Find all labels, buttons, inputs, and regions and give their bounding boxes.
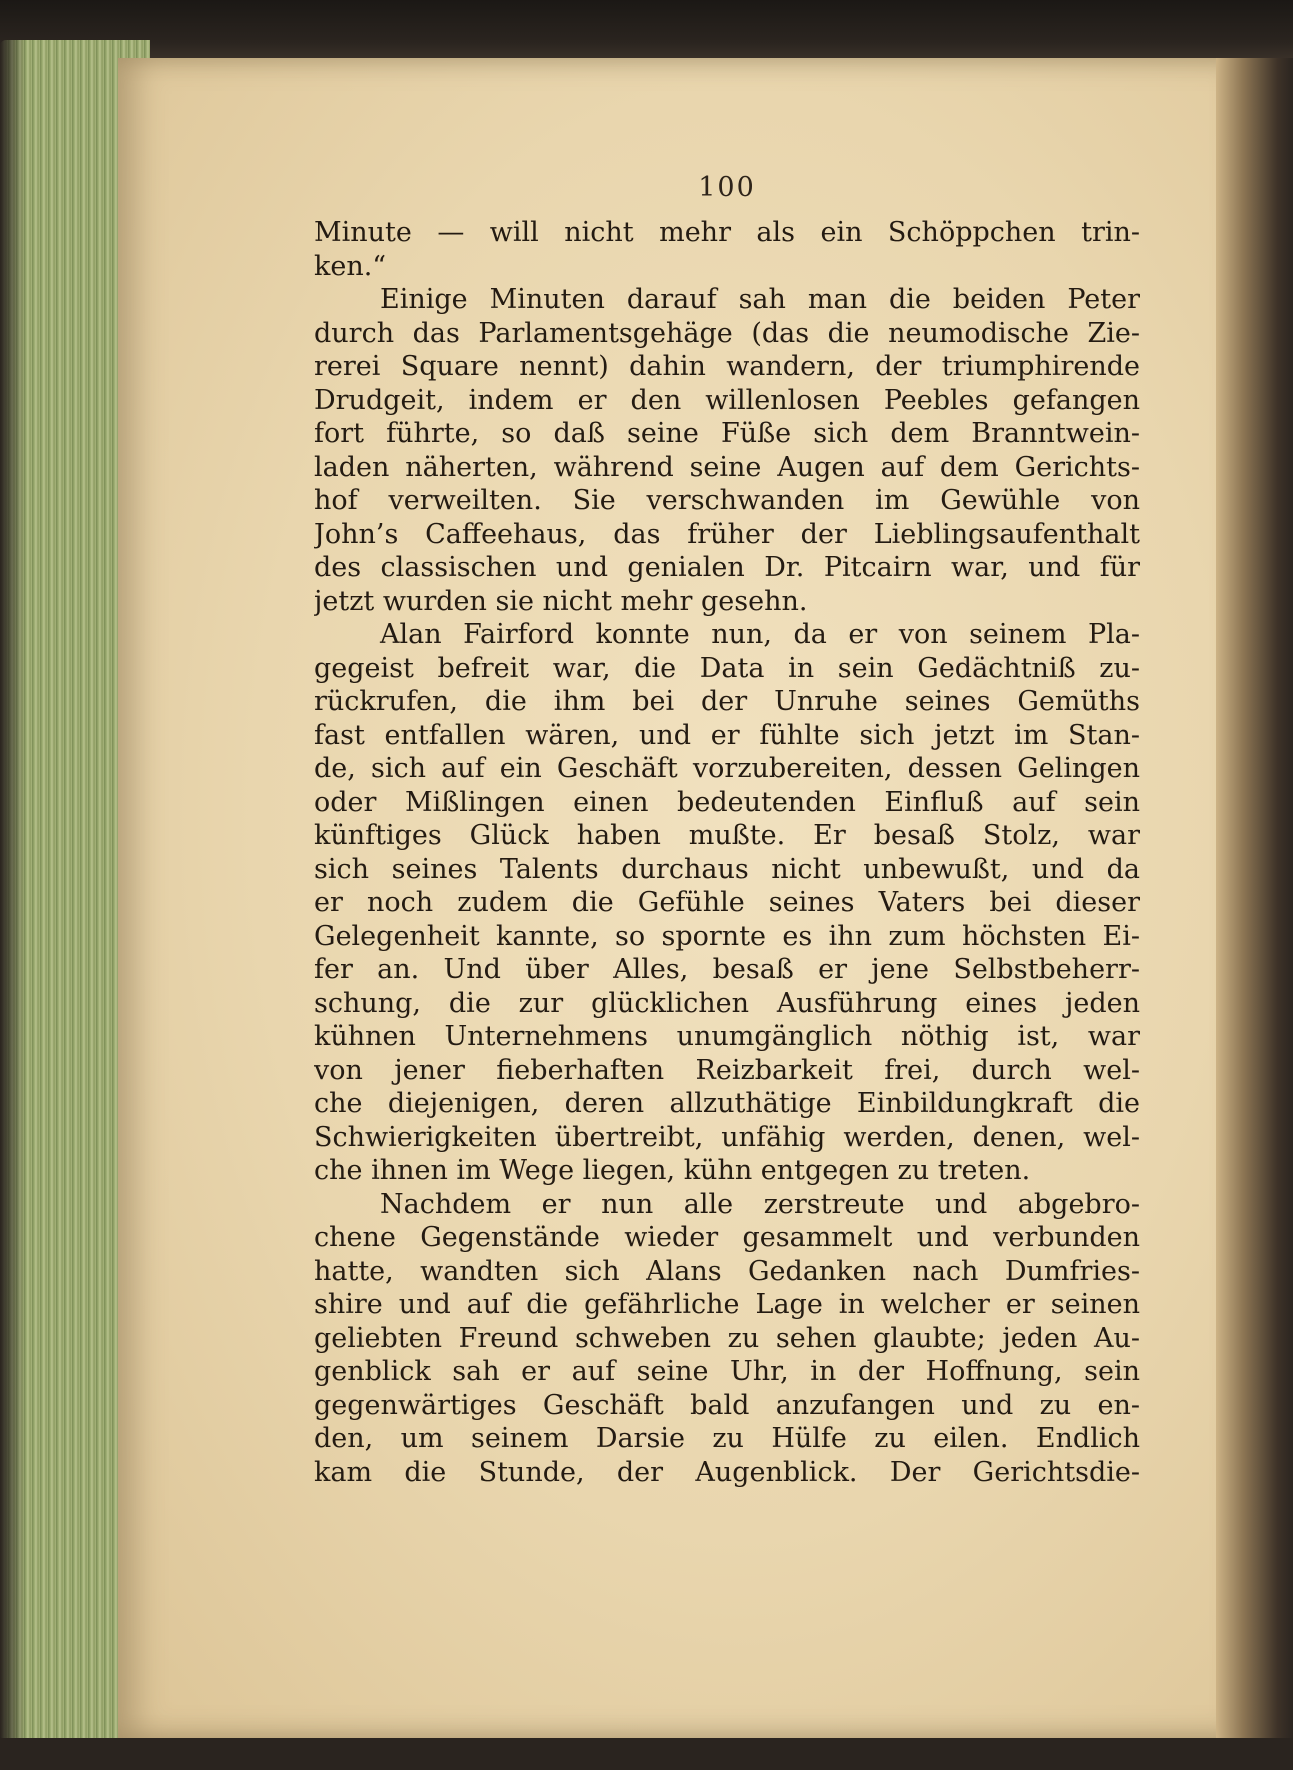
- scan-bottom-edge: [0, 1738, 1293, 1770]
- text-line: sich seines Talents durchaus nicht unbewußt, und da: [314, 853, 1140, 885]
- text-line: des classischen und genialen Dr. Pitcairn war, und für: [314, 552, 1140, 583]
- text-line: gegenwärtiges Geschäft bald anzufangen und zu en-: [314, 1389, 1140, 1421]
- text-line: fort führte, so daß seine Füße sich dem Branntwein-: [314, 418, 1140, 449]
- text-line: laden näherten, während seine Augen auf dem Gerichts-: [314, 451, 1140, 483]
- text-line: rerei Square nennt) dahin wandern, der triumphirende: [314, 351, 1140, 382]
- text-line: oder Mißlingen einen bedeutenden Einfluß auf sein: [314, 786, 1140, 818]
- text-line: geliebten Freund schweben zu sehen glaubte; jeden Au-: [314, 1322, 1140, 1354]
- text-line: che diejenigen, deren allzuthätige Einbildungkraft die: [314, 1088, 1140, 1119]
- text-line: durch das Parlamentsgehäge (das die neumodische Zie-: [314, 317, 1140, 349]
- scan-top-edge: [0, 0, 1293, 60]
- text-line: kam die Stunde, der Augenblick. Der Gerichtsdie-: [314, 1456, 1140, 1488]
- text-line: de, sich auf ein Geschäft vorzubereiten, dessen Gelingen: [314, 753, 1140, 784]
- page-number: 100: [698, 172, 756, 203]
- text-line: John’s Caffeehaus, das früher der Lieblingsaufenthalt: [314, 518, 1140, 550]
- text-line: Einige Minuten darauf sah man die beiden Peter: [380, 284, 1140, 315]
- text-line: Schwierigkeiten übertreibt, unfähig werden, denen, wel-: [314, 1121, 1140, 1153]
- text-line: che ihnen im Wege liegen, kühn entgegen zu treten.: [314, 1155, 1031, 1186]
- text-line: er noch zudem die Gefühle seines Vaters bei dieser: [314, 887, 1140, 918]
- text-line: von jener fieberhaften Reizbarkeit frei, durch wel-: [314, 1054, 1140, 1086]
- text-line: genblick sah er auf seine Uhr, in der Hoffnung, sein: [314, 1356, 1140, 1387]
- text-line: rückrufen, die ihm bei der Unruhe seines Gemüths: [314, 686, 1140, 717]
- text-line: fast entfallen wären, und er fühlte sich jetzt im Stan-: [314, 719, 1140, 751]
- text-lines: [314, 216, 1140, 1489]
- text-line: Alan Fairford konnte nun, da er von seinem Pla-: [380, 619, 1140, 650]
- text-line: gegeist befreit war, die Data in sein Gedächtniß zu-: [314, 652, 1140, 684]
- text-line: kühnen Unternehmens unumgänglich nöthig ist, war: [314, 1021, 1140, 1052]
- book-gutter: [1216, 58, 1293, 1758]
- text-line: Gelegenheit kannte, so spornte es ihn zum höchsten Ei-: [314, 920, 1140, 952]
- text-line: Minute — will nicht mehr als ein Schöppchen trin-: [314, 217, 1140, 248]
- text-line: jetzt wurden sie nicht mehr gesehn.: [314, 585, 808, 617]
- text-line: chene Gegenstände wieder gesammelt und verbunden: [314, 1222, 1140, 1253]
- text-line: shire und auf die gefährliche Lage in welcher er seinen: [314, 1289, 1140, 1320]
- text-line: hof verweilten. Sie verschwanden im Gewühle von: [314, 485, 1140, 516]
- text-line: den, um seinem Darsie zu Hülfe zu eilen. Endlich: [314, 1423, 1140, 1454]
- text-line: hatte, wandten sich Alans Gedanken nach Dumfries-: [314, 1255, 1140, 1287]
- text-line: Nachdem er nun alle zerstreute und abgebro-: [380, 1188, 1140, 1220]
- text-line: ken.“: [314, 250, 387, 282]
- text-line: Drudgeit, indem er den willenlosen Peebles gefangen: [314, 384, 1140, 416]
- page-block-shadow: [0, 40, 26, 1740]
- text-line: fer an. Und über Alles, besaß er jene Selbstbeherr-: [314, 954, 1140, 985]
- text-line: künftiges Glück haben mußte. Er besaß Stolz, war: [314, 820, 1140, 851]
- text-line: schung, die zur glücklichen Ausführung eines jeden: [314, 987, 1140, 1019]
